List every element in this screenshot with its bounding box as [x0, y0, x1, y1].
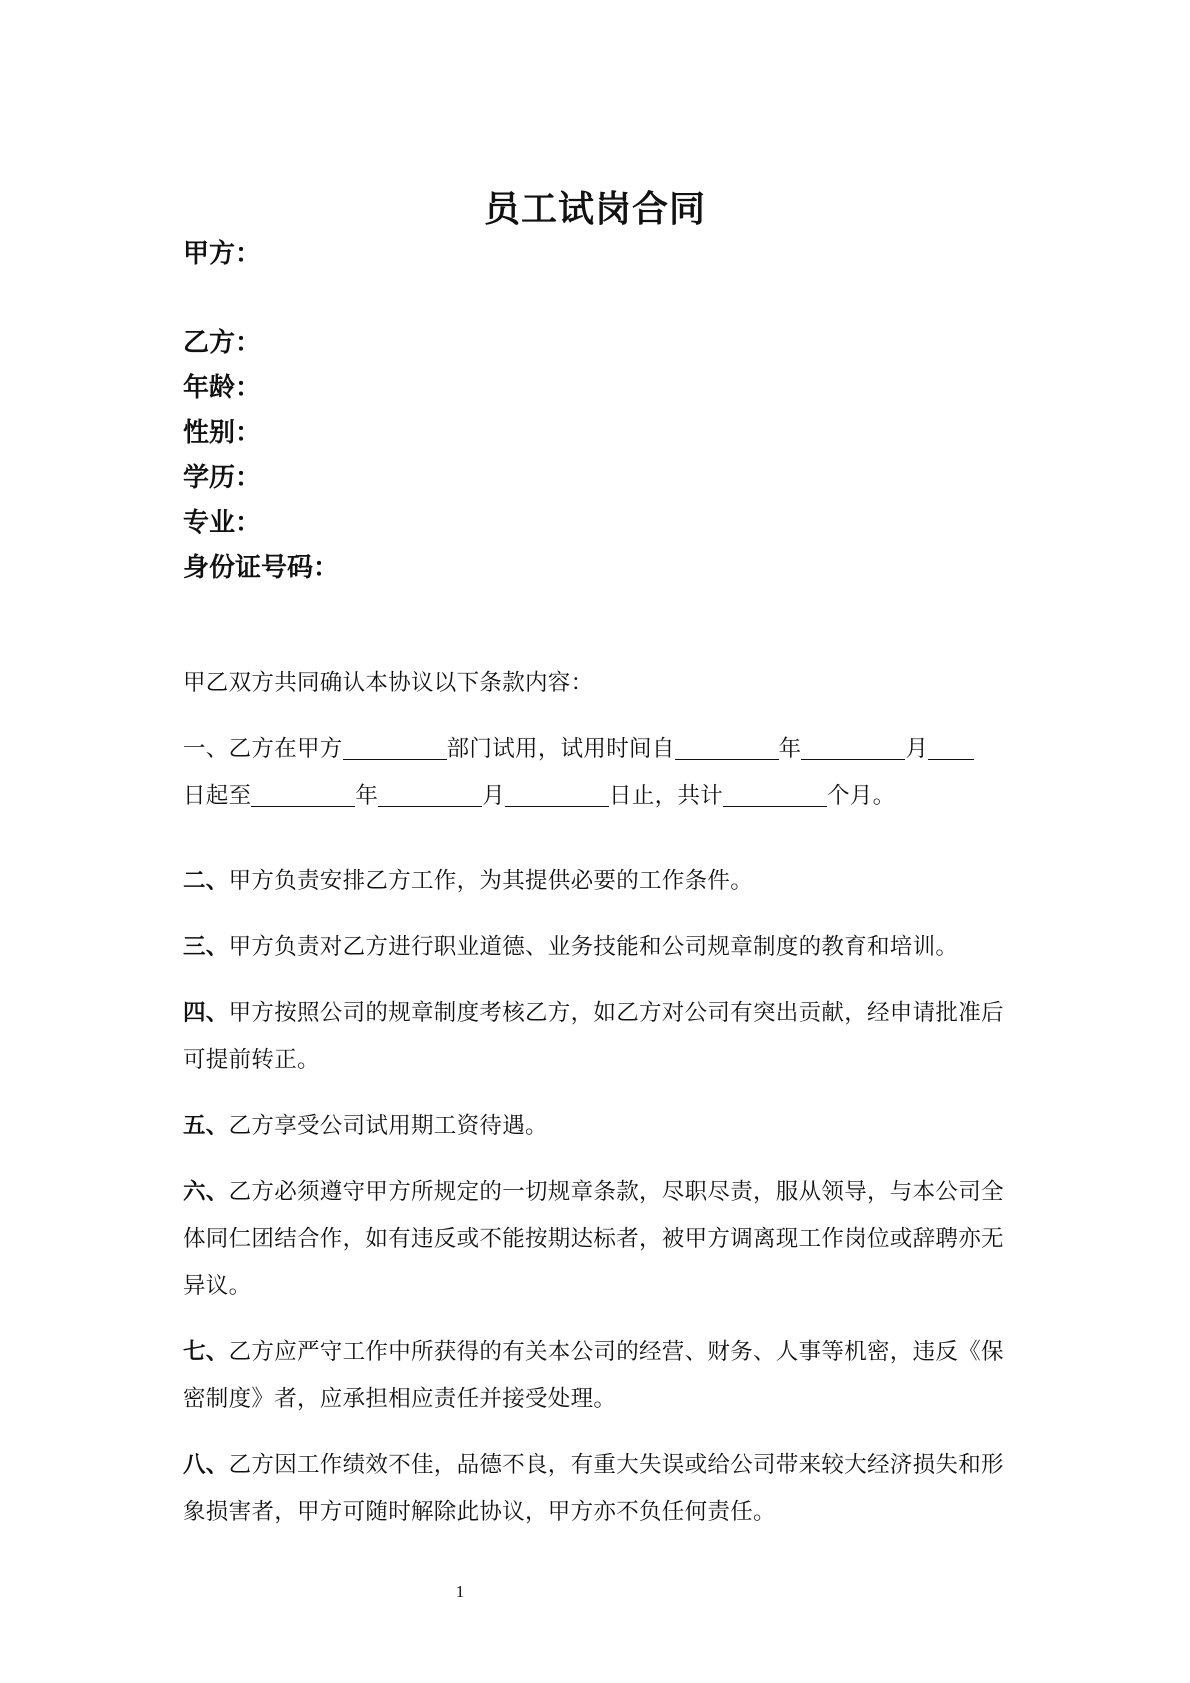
clause-5 [183, 1103, 1015, 1150]
clause-1-text-9: 个月。 [827, 783, 896, 809]
clause-6 [183, 1169, 1015, 1310]
clause-1-text-6: 年 [355, 783, 379, 809]
clause-5-text: 乙方享受公司试用期工资待遇。 [228, 1113, 548, 1139]
clause-2 [183, 858, 1015, 905]
clause-1-text-1: 乙方在甲方 [228, 736, 343, 762]
clause-6-number: 六、 [183, 1179, 229, 1205]
clause-1 [183, 726, 1015, 820]
clause-1-text-7: 月 [482, 783, 506, 809]
clause-4-number: 四、 [183, 1000, 229, 1026]
blank-department [343, 733, 447, 760]
clause-1-text-3: 年 [778, 736, 802, 762]
clause-1-text-4: 月 [905, 736, 929, 762]
clause-4 [183, 990, 1015, 1084]
page-number: 1 [455, 1582, 465, 1601]
clause-1-number: 一、 [183, 736, 229, 762]
clause-1-text-8: 日止，共计 [609, 783, 724, 809]
clause-3-number: 三、 [183, 934, 229, 960]
clause-8 [183, 1442, 1015, 1536]
blank-start-month [801, 733, 905, 760]
field-education: 学历： [183, 463, 262, 493]
intro-paragraph: 甲乙双方共同确认本协议以下条款内容： [183, 670, 594, 696]
clause-7 [183, 1329, 1015, 1423]
field-party-a: 甲方： [183, 239, 262, 269]
field-major: 专业： [183, 508, 262, 538]
clause-8-number: 八、 [183, 1452, 229, 1478]
clause-6-text: 乙方必须遵守甲方所规定的一切规章条款，尽职尽责，服从领导，与本公司全体同仁团结合作，如有违反或不能按期达标者，被甲方调离现工作岗位或辞聘亦无异议。 [183, 1179, 1004, 1299]
clause-1-text-5: 日起至 [183, 783, 252, 809]
blank-start-year [675, 733, 779, 760]
clause-2-number: 二、 [183, 868, 229, 894]
clause-5-number: 五、 [183, 1113, 229, 1139]
field-party-b: 乙方： [183, 328, 262, 358]
blank-end-day [505, 780, 609, 807]
clause-8-text: 乙方因工作绩效不佳，品德不良，有重大失误或给公司带来较大经济损失和形象损害者，甲方可随时解除此协议，甲方亦不负任何责任。 [183, 1452, 1004, 1525]
clause-3-text: 甲方负责对乙方进行职业道德、业务技能和公司规章制度的教育和培训。 [228, 934, 959, 960]
clause-1-line-1 [183, 726, 1015, 773]
blank-end-year [251, 780, 355, 807]
document-title: 员工试岗合同 [483, 189, 706, 230]
blank-total-months [723, 780, 827, 807]
blank-start-day [928, 733, 974, 760]
clause-7-number: 七、 [183, 1339, 229, 1365]
field-gender: 性别： [183, 418, 262, 448]
clause-7-text: 乙方应严守工作中所获得的有关本公司的经营、财务、人事等机密，违反《保密制度》者，应承担相应责任并接受处理。 [183, 1339, 1004, 1412]
field-id-number: 身份证号码： [183, 553, 340, 583]
clause-3 [183, 924, 1015, 971]
clause-1-line-2 [183, 773, 1015, 820]
clause-2-text: 甲方负责安排乙方工作，为其提供必要的工作条件。 [228, 868, 754, 894]
blank-end-month [378, 780, 482, 807]
field-age: 年龄： [183, 373, 262, 403]
clause-4-text: 甲方按照公司的规章制度考核乙方，如乙方对公司有突出贡献，经申请批准后可提前转正。 [183, 1000, 1004, 1073]
clause-1-text-2: 部门试用，试用时间自 [446, 736, 675, 762]
